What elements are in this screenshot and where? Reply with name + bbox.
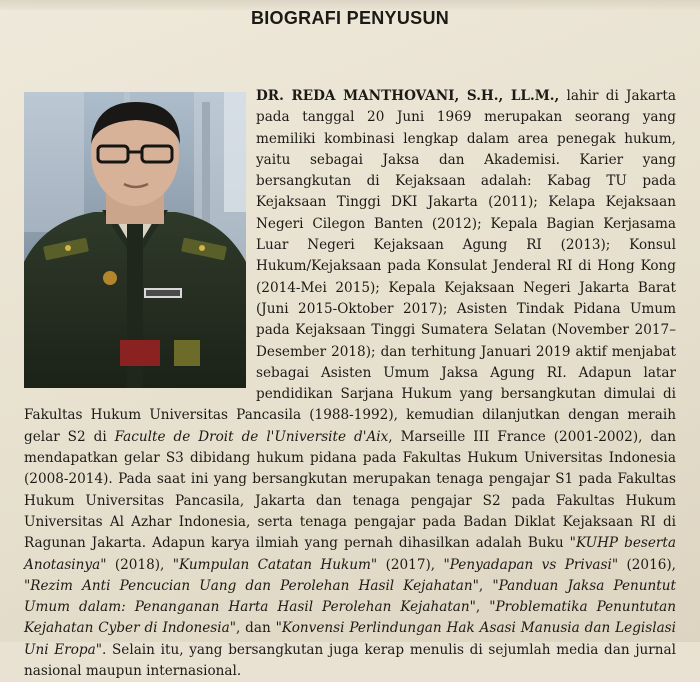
book-title: KUHP beserta Anotasinya [24,535,676,573]
book-title: Penyadapan vs Privasi [449,556,612,573]
biography-text [24,86,676,682]
book-title: Rezim Anti Pencucian Uang dan Perolehan Hasil Kejahatan [30,577,473,594]
bio-text-part-9: ". Selain itu, yang bersangkutan juga kerap menulis di sejumlah media dan jurnal nasional maupun internasional. [24,641,676,680]
book-title: Panduan Jaksa Penuntut Umum dalam: Penanganan Harta Hasil Perolehan Kejahatan [24,577,676,616]
bio-text-part-7: ", " [469,599,496,616]
university-name: Faculte de Droit de l'Universite d'Aix [114,428,389,445]
bio-text-part-5: " (2016), " [24,556,676,594]
bio-text-part-8: ", dan " [229,620,282,637]
page-title: BIOGRAFI PENYUSUN [250,8,450,28]
bio-text-part-2: , Marseille III France (2001-2002), dan mendapatkan gelar S3 dibidang hukum pidana pada Fakultas Hukum Universitas Indonesia (2008-2014). Pada saat ini yang bersangkutan merupakan tenaga pengajar S1 pada Fakultas Hukum Universitas Pancasila, Jakarta dan tenaga pengajar S2 pada Fakultas Hukum Universitas Al Azhar Indonesia, serta tenaga pengajar pada Badan Diklat Kejaksaan RI di Ragunan Jakarta. Adapun karya ilmiah yang pernah dihasilkan adalah Buku " [24,428,677,552]
bio-text-part-3: " (2018), " [100,556,180,573]
photo-wrap-space [24,86,256,388]
book-title: Problematika Penuntutan Kejahatan Cyber di Indonesia [24,599,676,637]
bio-text-part-1: lahir di Jakarta pada tanggal 20 Juni 1969 merupakan seorang yang memiliki kombinasi lengkap dalam area penegak hukum, yaitu sebagai Jaksa dan Akademisi. Karier yang bersangkutan di Kejaksaan adalah: Kabag TU pada Kejaksaan Tinggi DKI Jakarta (2011); Kelapa Kejaksaan Negeri Cilegon Banten (2012); Kepala Bagian Kerjasama Luar Negeri Kejaksaan Agung RI (2013); Konsul Hukum/Kejaksaan pada Konsulat Jenderal RI di Hong Kong (2014-Mei 2015); Kepala Kejaksaan Negeri Jakarta Barat (Juni 2015-Oktober 2017); Asisten Tindak Pidana Umum pada Kejaksaan Tinggi Sumatera Selatan (November 2017–Desember 2018); dan terhitung Januari 2019 aktif menjabat sebagai Asisten Umum Jaksa Agung RI. Adapun latar pendidikan Sarjana Hukum yang bersangkutan dimulai di Fakultas Hukum Universitas Pancasila (1988-1992), kemudian dilanjutkan dengan meraih gelar S2 di [24,88,676,445]
bio-text-part-4: " (2017), " [370,556,450,573]
bio-text-part-6: ", " [472,577,499,594]
book-title: Konvensi Perlindungan Hak Asasi Manusia dan Legislasi Uni Eropa [24,620,677,658]
author-name: DR. REDA MANTHOVANI, S.H., LL.M., [256,88,560,104]
book-title: Kumpulan Catatan Hukum [179,556,371,573]
